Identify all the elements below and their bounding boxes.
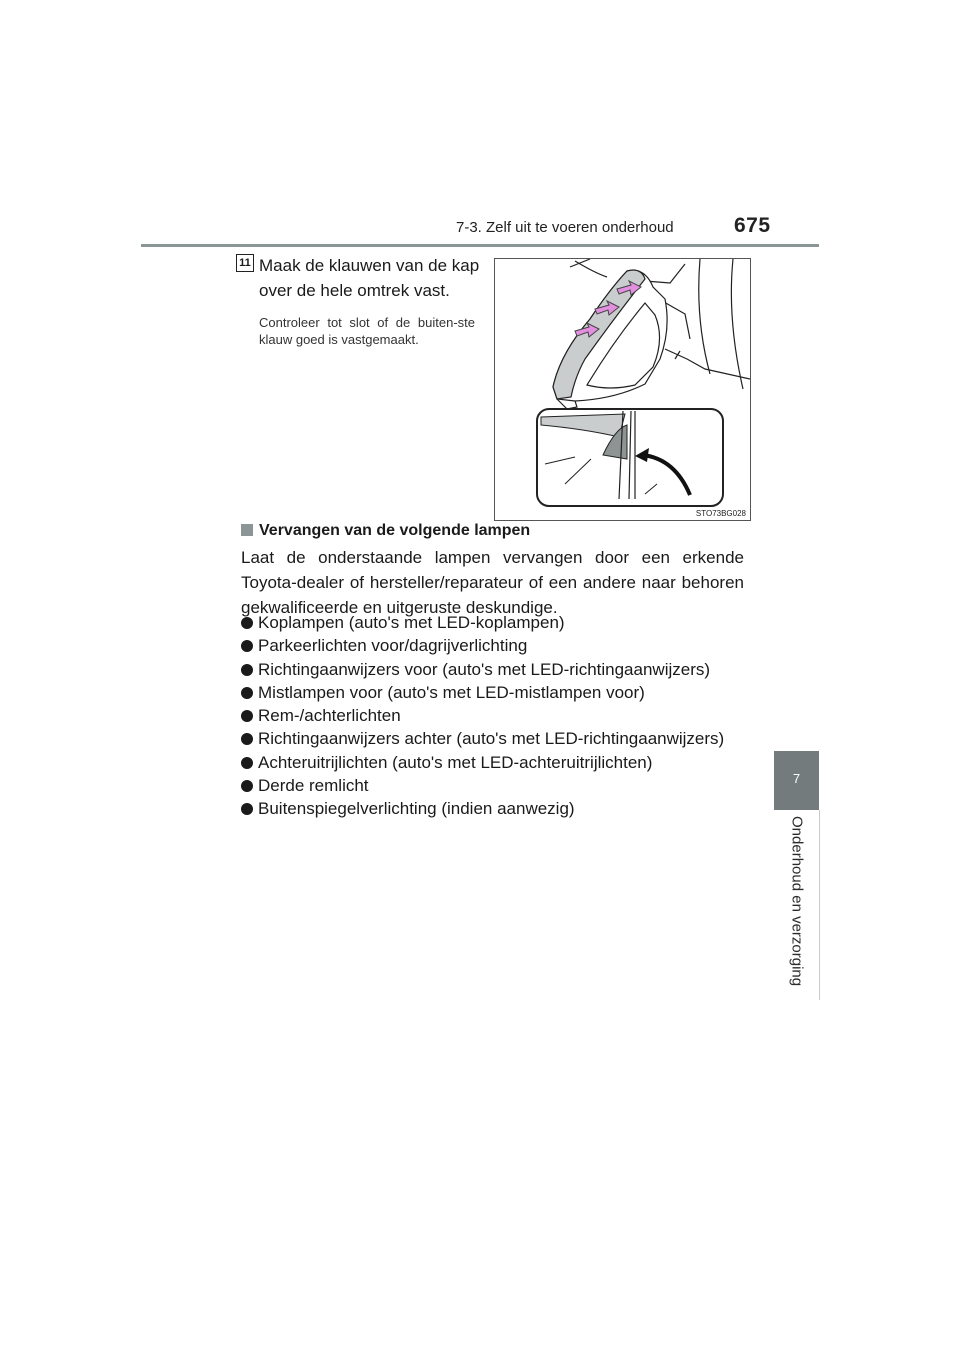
step-note: Controleer tot slot of de buiten-ste klauw goed is vastgemaakt.	[259, 315, 475, 347]
bullet-icon	[241, 710, 253, 722]
chapter-tab	[774, 751, 819, 810]
list-item: Derde remlicht	[241, 774, 761, 797]
list-item: Rem-/achterlichten	[241, 704, 761, 727]
detail-inset	[537, 409, 723, 506]
list-item: Koplampen (auto's met LED-koplampen)	[241, 611, 761, 634]
list-item: Achteruitrijlichten (auto's met LED-achteruitrijlichten)	[241, 751, 761, 774]
bullet-icon	[241, 780, 253, 792]
chapter-number: 7	[792, 771, 801, 786]
list-item: Mistlampen voor (auto's met LED-mistlampen voor)	[241, 681, 761, 704]
side-divider	[819, 810, 820, 1000]
list-item: Buitenspiegelverlichting (indien aanwezig)	[241, 797, 761, 820]
mirror-cover-illustration	[494, 258, 751, 521]
bullet-icon	[241, 733, 253, 745]
square-bullet-icon	[241, 524, 253, 536]
bullet-icon	[241, 757, 253, 769]
figure-code: STO73BG028	[695, 509, 746, 518]
list-item: Richtingaanwijzers voor (auto's met LED-richtingaanwijzers)	[241, 658, 761, 681]
bullet-icon	[241, 803, 253, 815]
bullet-icon	[241, 664, 253, 676]
bullet-icon	[241, 640, 253, 652]
page-number: 675	[734, 214, 771, 237]
section-heading	[241, 522, 530, 540]
header-divider	[141, 244, 819, 247]
list-item: Richtingaanwijzers achter (auto's met LED-richtingaanwijzers)	[241, 727, 761, 750]
step-instruction: Maak de klauwen van de kap over de hele omtrek vast.	[259, 256, 480, 300]
section-title: Vervangen van de volgende lampen	[259, 522, 531, 539]
lamp-list	[241, 611, 761, 821]
step-number-badge: 11	[236, 254, 254, 272]
mirror-illustration-svg	[495, 259, 750, 520]
section-paragraph: Laat de onderstaande lampen vervangen door een erkende Toyota-dealer of hersteller/reparateur of een andere naar behoren gekwalificeerde en uitgeruste deskundige.	[241, 548, 744, 617]
list-item: Parkeerlichten voor/dagrijverlichting	[241, 634, 761, 657]
bullet-icon	[241, 617, 253, 629]
bullet-icon	[241, 687, 253, 699]
header-section-title: 7-3. Zelf uit te voeren onderhoud	[456, 219, 674, 236]
chapter-title: Onderhoud en verzorging	[788, 816, 806, 987]
